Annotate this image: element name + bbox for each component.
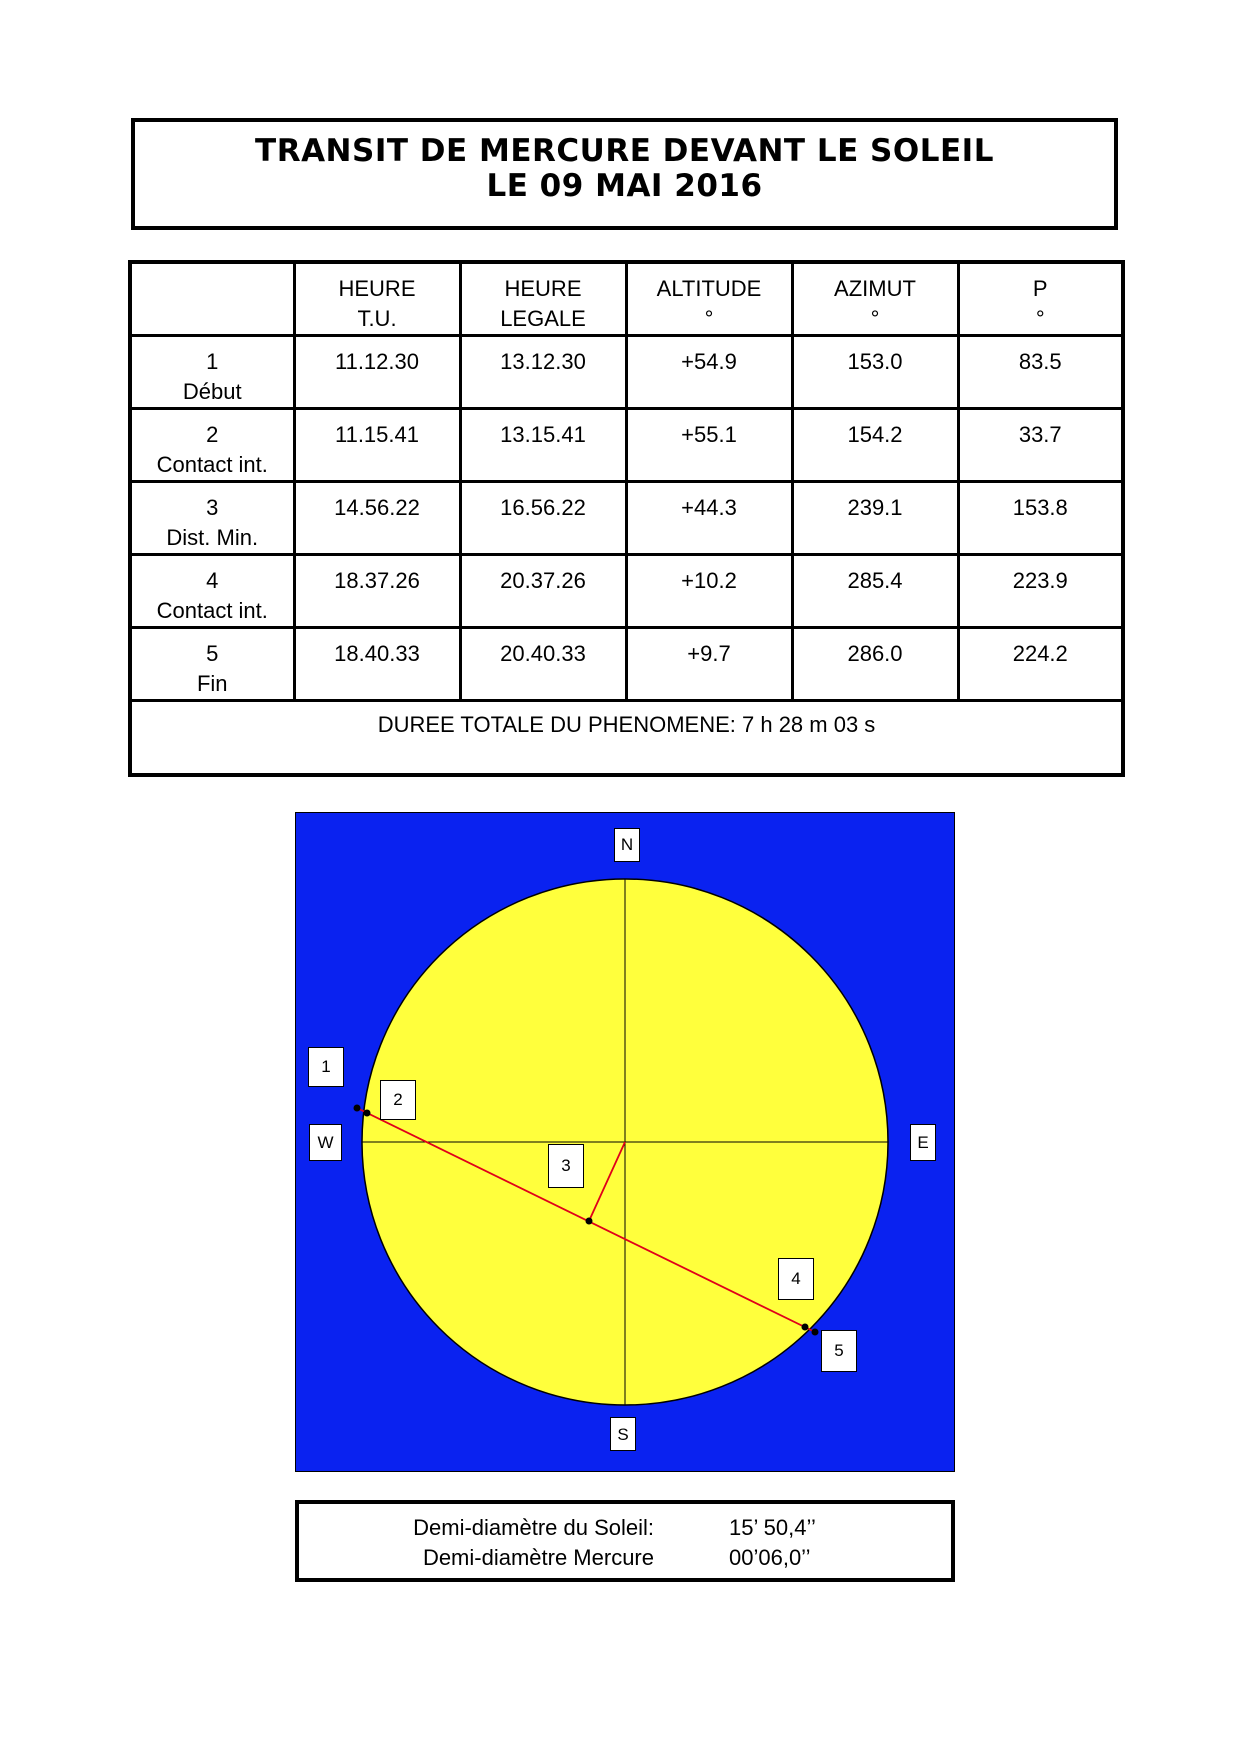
table-row — [130, 628, 1123, 701]
event-label: Contact int. — [156, 598, 268, 623]
north-label: N — [614, 828, 640, 862]
total-duration-cell — [130, 701, 1123, 775]
event-cell — [130, 555, 294, 628]
column-header — [130, 262, 294, 336]
column-header-line2: ° — [1035, 306, 1045, 331]
contact-point-5 — [812, 1329, 819, 1336]
time-legal-cell — [460, 628, 626, 701]
column-header-line1: AZIMUT — [834, 276, 916, 301]
east-label: E — [910, 1124, 936, 1161]
contact-point-2 — [364, 1110, 371, 1117]
time-legal-cell-value: 20.37.26 — [500, 568, 586, 593]
total-row — [130, 701, 1123, 775]
altitude-cell-value: +10.2 — [681, 568, 737, 593]
sun-disk-svg — [295, 812, 955, 1472]
event-cell — [130, 628, 294, 701]
time-ut-cell — [294, 482, 460, 555]
total-duration: DUREE TOTALE DU PHENOMENE: 7 h 28 m 03 s — [377, 712, 876, 737]
azimuth-cell-value: 286.0 — [847, 641, 903, 666]
altitude-cell — [626, 482, 792, 555]
column-header-line2: LEGALE — [500, 306, 586, 331]
event-label: Dist. Min. — [166, 525, 259, 550]
event-number: 5 — [206, 641, 219, 666]
event-label: Fin — [196, 671, 228, 696]
mercury-semi-diameter-value: 00’06,0’’ — [729, 1545, 811, 1570]
event-cell — [130, 482, 294, 555]
column-header-line2: ° — [870, 306, 880, 331]
time-legal-cell-value: 16.56.22 — [500, 495, 586, 520]
position-angle-cell-value: 33.7 — [1018, 422, 1062, 447]
column-header — [460, 262, 626, 336]
altitude-cell — [626, 555, 792, 628]
azimuth-cell-value: 153.0 — [847, 349, 903, 374]
time-ut-cell-value: 18.37.26 — [334, 568, 420, 593]
column-header — [958, 262, 1123, 336]
azimuth-cell — [792, 628, 958, 701]
time-ut-cell — [294, 555, 460, 628]
contact-label-5: 5 — [821, 1330, 857, 1372]
position-angle-cell — [958, 409, 1123, 482]
column-header-line2: T.U. — [357, 306, 397, 331]
title-box — [131, 118, 1118, 230]
position-angle-cell — [958, 628, 1123, 701]
column-header-line1: ALTITUDE — [656, 276, 762, 301]
event-cell — [130, 336, 294, 409]
time-ut-cell — [294, 409, 460, 482]
position-angle-cell — [958, 482, 1123, 555]
sun-semi-diameter-label: Demi-diamètre du Soleil: — [413, 1515, 654, 1540]
position-angle-cell-value: 83.5 — [1018, 349, 1062, 374]
table-row — [130, 482, 1123, 555]
event-number: 4 — [206, 568, 219, 593]
altitude-cell-value: +44.3 — [681, 495, 737, 520]
time-ut-cell-value: 14.56.22 — [334, 495, 420, 520]
event-label: Début — [182, 379, 242, 404]
event-number: 1 — [206, 349, 219, 374]
time-legal-cell — [460, 482, 626, 555]
table-row — [130, 555, 1123, 628]
transit-diagram — [295, 812, 955, 1472]
column-header — [294, 262, 460, 336]
azimuth-cell-value: 285.4 — [847, 568, 903, 593]
altitude-cell — [626, 409, 792, 482]
time-legal-cell — [460, 409, 626, 482]
table-row — [130, 336, 1123, 409]
column-header — [792, 262, 958, 336]
header-row — [130, 262, 1123, 336]
altitude-cell-value: +9.7 — [687, 641, 731, 666]
position-angle-cell — [958, 555, 1123, 628]
table-row — [130, 409, 1123, 482]
time-ut-cell-value: 11.15.41 — [334, 422, 419, 447]
altitude-cell-value: +54.9 — [681, 349, 737, 374]
column-header-line1: HEURE — [338, 276, 416, 301]
mercury-semi-diameter-row — [299, 1545, 951, 1575]
event-number: 2 — [206, 422, 219, 447]
west-label: W — [309, 1124, 342, 1161]
contact-label-2: 2 — [380, 1080, 416, 1120]
event-cell — [130, 409, 294, 482]
position-angle-cell-value: 153.8 — [1012, 495, 1068, 520]
azimuth-cell-value: 154.2 — [847, 422, 903, 447]
time-ut-cell — [294, 336, 460, 409]
contact-label-3: 3 — [548, 1144, 584, 1188]
position-angle-cell-value: 224.2 — [1012, 641, 1068, 666]
position-angle-cell — [958, 336, 1123, 409]
azimuth-cell — [792, 482, 958, 555]
event-number: 3 — [206, 495, 219, 520]
time-legal-cell — [460, 336, 626, 409]
contact-point-3 — [586, 1218, 593, 1225]
column-header-line1: P — [1032, 276, 1048, 301]
azimuth-cell — [792, 409, 958, 482]
contact-label-1: 1 — [308, 1047, 344, 1087]
contact-point-1 — [354, 1105, 361, 1112]
page-title: TRANSIT DE MERCURE DEVANT LE SOLEIL — [255, 133, 994, 169]
semi-diameter-box — [295, 1500, 955, 1582]
contact-point-4 — [802, 1324, 809, 1331]
altitude-cell-value: +55.1 — [681, 422, 737, 447]
altitude-cell — [626, 628, 792, 701]
column-header-line1: HEURE — [504, 276, 582, 301]
page-subtitle-date: LE 09 MAI 2016 — [486, 168, 763, 204]
time-legal-cell-value: 13.15.41 — [500, 422, 586, 447]
time-ut-cell-value: 18.40.33 — [334, 641, 420, 666]
sun-semi-diameter-row — [299, 1515, 951, 1545]
time-legal-cell-value: 13.12.30 — [500, 349, 586, 374]
time-ut-cell-value: 11.12.30 — [334, 349, 419, 374]
column-header-line2: ° — [704, 306, 714, 331]
azimuth-cell — [792, 555, 958, 628]
south-label: S — [610, 1417, 636, 1451]
column-header — [626, 262, 792, 336]
event-label: Contact int. — [156, 452, 268, 477]
time-ut-cell — [294, 628, 460, 701]
transit-table — [128, 260, 1125, 777]
altitude-cell — [626, 336, 792, 409]
position-angle-cell-value: 223.9 — [1012, 568, 1068, 593]
time-legal-cell — [460, 555, 626, 628]
mercury-semi-diameter-label: Demi-diamètre Mercure — [422, 1545, 654, 1570]
time-legal-cell-value: 20.40.33 — [500, 641, 586, 666]
contact-label-4: 4 — [778, 1258, 814, 1300]
table-body — [130, 262, 1123, 775]
sun-semi-diameter-value: 15’ 50,4’’ — [729, 1515, 816, 1540]
azimuth-cell — [792, 336, 958, 409]
azimuth-cell-value: 239.1 — [847, 495, 903, 520]
